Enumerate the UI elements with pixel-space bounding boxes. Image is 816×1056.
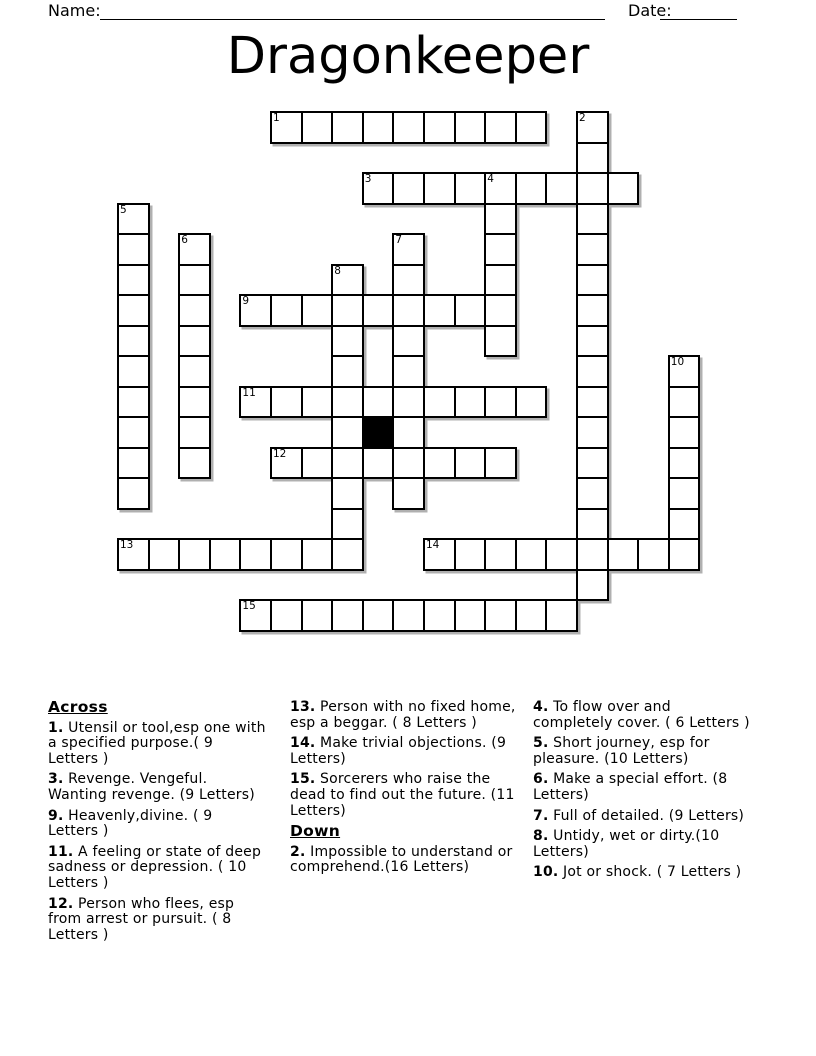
grid-cell[interactable] xyxy=(576,355,609,388)
grid-cell[interactable] xyxy=(576,111,609,144)
grid-cell[interactable] xyxy=(301,538,334,571)
grid-cell[interactable] xyxy=(576,325,609,358)
grid-cell[interactable] xyxy=(454,294,487,327)
grid-cell[interactable] xyxy=(331,325,364,358)
cell-number: 9 xyxy=(242,295,250,307)
clue-column xyxy=(290,700,518,881)
grid-cell[interactable] xyxy=(515,386,548,419)
clue-number: 2. xyxy=(290,843,306,860)
grid-cell[interactable] xyxy=(331,538,364,571)
clue-number: 12. xyxy=(48,895,74,912)
grid-cell[interactable] xyxy=(117,477,150,510)
grid-cell[interactable] xyxy=(331,264,364,297)
cell-number: 1 xyxy=(273,112,280,124)
grid-cell[interactable] xyxy=(423,294,456,327)
grid-cell[interactable] xyxy=(392,325,425,358)
clue-item: 2. Impossible to understand or comprehend.(16 Letters) xyxy=(290,843,513,876)
grid-cell[interactable] xyxy=(178,447,211,480)
grid-cell[interactable] xyxy=(209,538,242,571)
grid-cell[interactable] xyxy=(668,355,701,388)
clue-item: 5. Short journey, esp for pleasure. (10 Letters) xyxy=(533,735,710,767)
cell-number: 14 xyxy=(426,539,440,551)
grid-cell[interactable] xyxy=(362,599,395,632)
grid-cell[interactable] xyxy=(484,599,517,632)
grid-cell[interactable] xyxy=(392,264,425,297)
grid-cell[interactable] xyxy=(362,447,395,480)
grid-cell[interactable] xyxy=(178,264,211,297)
clue-number: 1. xyxy=(48,719,64,736)
grid-cell[interactable] xyxy=(270,447,303,480)
grid-cell[interactable] xyxy=(576,172,609,205)
grid-cell[interactable] xyxy=(484,233,517,266)
grid-cell[interactable] xyxy=(515,111,548,144)
grid-cell[interactable] xyxy=(117,447,150,480)
grid-cell[interactable] xyxy=(331,599,364,632)
grid-cell[interactable] xyxy=(607,172,640,205)
clue-item: 8. Untidy, wet or dirty.(10 Letters) xyxy=(533,828,720,860)
grid-cell[interactable] xyxy=(668,416,701,449)
grid-cell[interactable] xyxy=(637,538,670,571)
grid-cell[interactable] xyxy=(484,264,517,297)
grid-cell[interactable] xyxy=(301,447,334,480)
grid-cell[interactable] xyxy=(362,111,395,144)
grid-cell[interactable] xyxy=(484,325,517,358)
cell-number: 7 xyxy=(395,234,403,246)
grid-cell[interactable] xyxy=(239,386,272,419)
grid-cell[interactable] xyxy=(576,569,609,602)
grid-cell[interactable] xyxy=(331,447,364,480)
clue-item: 9. Heavenly,divine. ( 9 Letters ) xyxy=(48,807,213,840)
grid-cell[interactable] xyxy=(392,599,425,632)
grid-cell[interactable] xyxy=(117,538,150,571)
clue-number: 5. xyxy=(533,735,549,752)
grid-cell[interactable] xyxy=(178,538,211,571)
grid-cell[interactable] xyxy=(392,416,425,449)
grid-cell[interactable] xyxy=(668,538,701,571)
grid-cell[interactable] xyxy=(331,416,364,449)
grid-cell[interactable] xyxy=(117,416,150,449)
grid-cell[interactable] xyxy=(423,538,456,571)
grid-cell[interactable] xyxy=(270,386,303,419)
grid-cell[interactable] xyxy=(576,294,609,327)
grid-cell[interactable] xyxy=(178,294,211,327)
grid-cell[interactable] xyxy=(178,325,211,358)
cell-number: 6 xyxy=(181,234,188,246)
name-label: Name: xyxy=(48,1,101,20)
grid-cell[interactable] xyxy=(331,508,364,541)
clue-number: 7. xyxy=(533,807,549,824)
grid-cell[interactable] xyxy=(576,538,609,571)
clue-column xyxy=(48,700,267,948)
crossword-grid xyxy=(117,111,717,641)
grid-cell[interactable] xyxy=(301,386,334,419)
grid-cell[interactable] xyxy=(301,111,334,144)
grid-cell[interactable] xyxy=(454,111,487,144)
grid-cell[interactable] xyxy=(423,386,456,419)
grid-cell[interactable] xyxy=(454,386,487,419)
grid-cell[interactable] xyxy=(392,447,425,480)
puzzle-title: Dragonkeeper xyxy=(226,27,590,86)
grid-cell[interactable] xyxy=(301,294,334,327)
date-input-line[interactable] xyxy=(660,2,737,20)
clue-item: 3. Revenge. Vengeful. Wanting revenge. (9 Letters) xyxy=(48,771,255,803)
grid-cell[interactable] xyxy=(423,111,456,144)
grid-cell[interactable] xyxy=(362,294,395,327)
clue-group-header: Down xyxy=(290,822,341,841)
grid-cell[interactable] xyxy=(178,233,211,266)
grid-cell[interactable] xyxy=(392,477,425,510)
cell-number: 2 xyxy=(579,112,586,124)
grid-cell[interactable] xyxy=(545,538,578,571)
cell-number: 5 xyxy=(120,203,127,216)
grid-cell[interactable] xyxy=(607,538,640,571)
grid-cell[interactable] xyxy=(454,447,487,480)
grid-cell[interactable] xyxy=(331,355,364,388)
grid-cell[interactable] xyxy=(239,599,272,632)
clue-number: 15. xyxy=(290,771,316,788)
cell-number: 8 xyxy=(334,264,341,277)
grid-cell[interactable] xyxy=(576,233,609,266)
grid-cell[interactable] xyxy=(270,294,303,327)
grid-cell[interactable] xyxy=(454,599,487,632)
date-label: Date: xyxy=(628,1,672,20)
grid-cell[interactable] xyxy=(117,233,150,266)
grid-cell[interactable] xyxy=(301,599,334,632)
grid-cell[interactable] xyxy=(454,172,487,205)
grid-cell[interactable] xyxy=(117,386,150,419)
clue-item: 7. Full of detailed. (9 Letters) xyxy=(533,807,745,824)
grid-cell[interactable] xyxy=(576,386,609,419)
clue-item: 12. Person who flees, esp from arrest or pursuit. ( 8 Letters ) xyxy=(48,895,235,943)
grid-cell[interactable] xyxy=(423,599,456,632)
grid-cell[interactable] xyxy=(484,294,517,327)
grid-cell[interactable] xyxy=(576,508,609,541)
grid-cell[interactable] xyxy=(484,386,517,419)
clue-number: 6. xyxy=(533,771,549,788)
grid-cell[interactable] xyxy=(484,447,517,480)
grid-cell[interactable] xyxy=(484,111,517,144)
grid-cell[interactable] xyxy=(362,386,395,419)
grid-cell[interactable] xyxy=(178,416,211,449)
grid-cell[interactable] xyxy=(515,599,548,632)
grid-cell[interactable] xyxy=(545,599,578,632)
grid-cell[interactable] xyxy=(148,538,181,571)
cell-number: 11 xyxy=(242,386,256,399)
grid-cell[interactable] xyxy=(239,294,272,327)
clue-item: 13. Person with no fixed home, esp a beggar. ( 8 Letters ) xyxy=(290,699,516,731)
grid-cell[interactable] xyxy=(545,172,578,205)
clue-number: 8. xyxy=(533,828,549,845)
clue-item: 11. A feeling or state of deep sadness or depression. ( 10 Letters ) xyxy=(48,843,262,891)
black-cell xyxy=(362,416,395,449)
grid-cell[interactable] xyxy=(454,538,487,571)
cell-number: 15 xyxy=(242,600,256,612)
grid-cell[interactable] xyxy=(484,172,517,205)
grid-cell[interactable] xyxy=(576,203,609,236)
grid-cell[interactable] xyxy=(576,447,609,480)
grid-cell[interactable] xyxy=(117,325,150,358)
grid-cell[interactable] xyxy=(668,447,701,480)
clue-number: 9. xyxy=(48,807,64,824)
grid-cell[interactable] xyxy=(668,508,701,541)
grid-cell[interactable] xyxy=(270,599,303,632)
clue-item: 1. Utensil or tool,esp one with a specified purpose.( 9 Letters ) xyxy=(48,719,266,767)
grid-cell[interactable] xyxy=(515,538,548,571)
grid-cell[interactable] xyxy=(484,203,517,236)
cell-number: 10 xyxy=(670,356,685,368)
grid-cell[interactable] xyxy=(423,172,456,205)
grid-cell[interactable] xyxy=(270,111,303,144)
grid-cell[interactable] xyxy=(331,111,364,144)
clue-item: 14. Make trivial objections. (9 Letters) xyxy=(290,735,507,767)
grid-cell[interactable] xyxy=(178,355,211,388)
grid-cell[interactable] xyxy=(362,172,395,205)
clue-number: 13. xyxy=(290,699,316,715)
grid-cell[interactable] xyxy=(392,172,425,205)
grid-cell[interactable] xyxy=(178,386,211,419)
cell-number: 12 xyxy=(273,447,287,460)
clue-number: 11. xyxy=(48,843,74,860)
clue-number: 10. xyxy=(533,864,559,881)
grid-cell[interactable] xyxy=(392,386,425,419)
clue-column xyxy=(533,700,752,886)
grid-cell[interactable] xyxy=(392,111,425,144)
grid-cell[interactable] xyxy=(392,294,425,327)
cell-number: 13 xyxy=(120,539,134,551)
grid-cell[interactable] xyxy=(576,416,609,449)
grid-cell[interactable] xyxy=(576,477,609,510)
grid-cell[interactable] xyxy=(668,477,701,510)
grid-cell[interactable] xyxy=(331,386,364,419)
clue-number: 3. xyxy=(48,771,64,788)
clue-item: 15. Sorcerers who raise the dead to find out the future. (11 Letters) xyxy=(290,771,515,819)
grid-cell[interactable] xyxy=(392,355,425,388)
grid-cell[interactable] xyxy=(668,386,701,419)
grid-cell[interactable] xyxy=(423,447,456,480)
clue-number: 4. xyxy=(533,699,549,715)
cell-number: 3 xyxy=(364,173,372,185)
grid-cell[interactable] xyxy=(117,203,150,236)
cell-number: 4 xyxy=(487,173,494,185)
grid-cell[interactable] xyxy=(576,264,609,297)
grid-cell[interactable] xyxy=(331,477,364,510)
name-input-line[interactable] xyxy=(100,2,605,20)
clue-item: 6. Make a special effort. (8 Letters) xyxy=(533,771,728,803)
grid-cell[interactable] xyxy=(117,294,150,327)
grid-cell[interactable] xyxy=(484,538,517,571)
grid-cell[interactable] xyxy=(117,355,150,388)
grid-cell[interactable] xyxy=(117,264,150,297)
grid-cell[interactable] xyxy=(331,294,364,327)
clue-item: 10. Jot or shock. ( 7 Letters ) xyxy=(533,864,742,881)
grid-cell[interactable] xyxy=(270,538,303,571)
clue-group-header: Across xyxy=(48,698,108,716)
clue-item: 4. To flow over and completely cover. ( 6 Letters ) xyxy=(533,699,750,731)
grid-cell[interactable] xyxy=(392,233,425,266)
grid-cell[interactable] xyxy=(515,172,548,205)
grid-cell[interactable] xyxy=(239,538,272,571)
clue-number: 14. xyxy=(290,735,316,752)
grid-cell[interactable] xyxy=(576,142,609,175)
